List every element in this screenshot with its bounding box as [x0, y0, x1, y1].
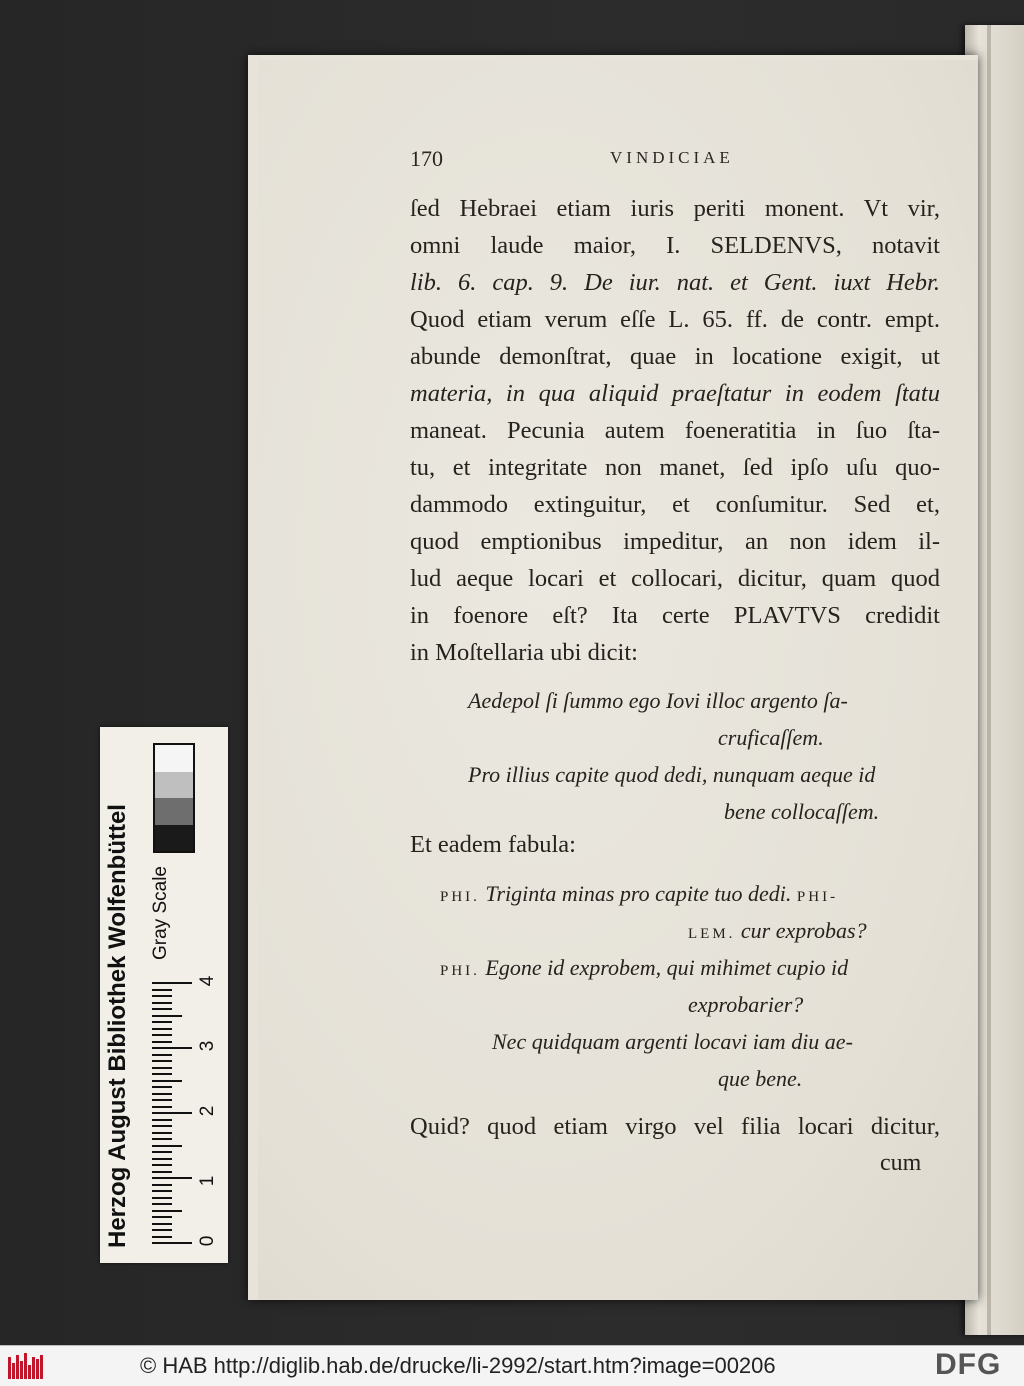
main-paragraph	[410, 190, 940, 671]
ruler-tick	[152, 982, 192, 984]
ruler-tick	[152, 1138, 172, 1140]
closing-paragraph	[410, 1108, 940, 1145]
ruler-tick	[152, 1041, 172, 1043]
ruler-tick	[152, 1112, 192, 1114]
ruler-tick	[152, 1086, 172, 1088]
dialogue-text: Egone id exprobem, qui mihimet cupio id	[485, 955, 849, 980]
ruler-tick	[152, 1125, 172, 1127]
ruler-number: 0	[197, 1235, 218, 1247]
institution-label: Herzog August Bibliothek Wolfenbüttel	[104, 804, 131, 1248]
dialogue-text: cur exprobas?	[740, 918, 867, 943]
text-line: Et eadem fabula:	[410, 831, 576, 858]
logo-bar	[32, 1357, 35, 1379]
dfg-logo: DFG	[935, 1348, 1002, 1381]
ruler-tick	[152, 1047, 192, 1049]
footer-bar	[0, 1345, 1024, 1386]
ruler-tick	[152, 989, 172, 991]
speaker-label: LEM.	[688, 926, 736, 942]
ruler-tick	[152, 1080, 182, 1082]
ruler-tick	[152, 1164, 172, 1166]
ruler-tick	[152, 995, 172, 997]
ruler-tick	[152, 1151, 172, 1153]
dialogue-line: Nec quidquam argenti locavi iam diu ae-	[492, 1029, 853, 1054]
dialogue-line: que bene.	[718, 1066, 803, 1091]
speaker-label: PHI.	[440, 963, 480, 979]
ruler-tick	[152, 1210, 182, 1212]
ruler-tick	[152, 1216, 172, 1218]
ruler-tick	[152, 1171, 172, 1173]
ruler-number: 3	[197, 1040, 218, 1052]
logo-bar	[28, 1365, 31, 1379]
ruler-tick	[152, 1034, 172, 1036]
logo-bar	[16, 1355, 19, 1379]
text-line: tu, et integritate non manet, ſed ipſo uſu quo-	[410, 454, 940, 481]
dialogue-line	[440, 875, 838, 916]
ruler-number: 1	[197, 1175, 218, 1187]
ruler-tick	[152, 1158, 172, 1160]
logo-bar	[40, 1355, 43, 1379]
ruler-tick	[152, 1093, 172, 1095]
ruler-tick	[152, 1021, 172, 1023]
logo-bar	[24, 1353, 27, 1379]
ruler-tick	[152, 1015, 182, 1017]
dialogue-line	[688, 912, 867, 953]
page-fold-shadow	[987, 25, 991, 1335]
text-line: in foenore eſt? Ita certe PLAVTVS credidit	[410, 602, 940, 629]
ruler-tick	[152, 1203, 172, 1205]
page-number: 170	[410, 146, 443, 171]
ruler-tick	[152, 1002, 172, 1004]
text-line: lib. 6. cap. 9. De iur. nat. et Gent. iuxt Hebr.	[410, 269, 940, 296]
logo-bar	[20, 1361, 23, 1379]
ruler-tick	[152, 1177, 192, 1179]
ruler-tick	[152, 1073, 172, 1075]
ruler-tick	[152, 1119, 172, 1121]
catchword: cum	[880, 1150, 922, 1176]
logo-bar	[36, 1359, 39, 1379]
text-line: Quod etiam verum eſſe L. 65. ff. de contr. empt.	[410, 306, 940, 333]
logo-bar	[8, 1357, 11, 1379]
text-line: dammodo extinguitur, et conſumitur. Sed et,	[410, 491, 940, 518]
dialogue-text: Triginta minas pro capite tuo dedi.	[485, 881, 792, 906]
ruler-tick	[152, 1236, 172, 1238]
logo-bar	[12, 1363, 15, 1379]
ruler-tick	[152, 1060, 172, 1062]
hab-logo-icon	[8, 1353, 46, 1379]
speaker-label: PHI.	[440, 889, 480, 905]
running-title: VINDICIAE	[610, 148, 734, 167]
dialogue-line: exprobarier?	[688, 992, 804, 1017]
text-line: Quid? quod etiam virgo vel filia locari dicitur,	[410, 1113, 940, 1140]
ruler-tick	[152, 1132, 172, 1134]
verse-line: Pro illius capite quod dedi, nunquam aeque id	[468, 762, 876, 787]
ruler-tick	[152, 1054, 172, 1056]
ruler-tick	[152, 1099, 172, 1101]
dialogue-line	[440, 949, 848, 990]
ruler-tick	[152, 1229, 172, 1231]
text-line: abunde demonſtrat, quae in locatione exigit, ut	[410, 343, 940, 370]
ruler-tick	[152, 1067, 172, 1069]
verse-line: cruficaſſem.	[718, 725, 824, 750]
copyright-link[interactable]: © HAB http://diglib.hab.de/drucke/li-2992/start.htm?image=00206	[140, 1353, 776, 1378]
ruler-tick	[152, 1242, 192, 1244]
text-line: in Moſtellaria ubi dicit:	[410, 639, 638, 666]
gray-scale-label: Gray Scale	[150, 866, 171, 960]
text-line: omni laude maior, I. SELDENVS, notavit	[410, 232, 940, 259]
ruler-tick	[152, 1190, 172, 1192]
ruler-tick	[152, 1008, 172, 1010]
text-line: materia, in qua aliquid praeſtatur in eodem ſtatu	[410, 380, 940, 407]
ruler-tick	[152, 1106, 172, 1108]
ruler-tick	[152, 1028, 172, 1030]
verse-line: Aedepol ſi ſummo ego Iovi illoc argento ſa-	[468, 688, 848, 713]
ruler-tick	[152, 1197, 172, 1199]
text-line: lud aeque locari et collocari, dicitur, quam quod	[410, 565, 940, 592]
ruler-number: 2	[197, 1105, 218, 1117]
ruler-tick	[152, 1223, 172, 1225]
speaker-label: PHI-	[796, 889, 839, 905]
page-header	[410, 146, 940, 172]
verse-line: bene collocaſſem.	[724, 799, 880, 824]
text-line: quod emptionibus impeditur, an non idem il-	[410, 528, 940, 555]
text-line: ſed Hebraei etiam iuris periti monent. Vt vir,	[410, 195, 940, 222]
ruler-tick	[152, 1145, 182, 1147]
ruler-number: 4	[197, 975, 218, 987]
transition-paragraph	[410, 826, 940, 863]
ruler-ticks	[152, 980, 196, 1250]
text-line: maneat. Pecunia autem foeneratitia in ſuo ſta-	[410, 417, 940, 444]
ruler-tick	[152, 1184, 172, 1186]
